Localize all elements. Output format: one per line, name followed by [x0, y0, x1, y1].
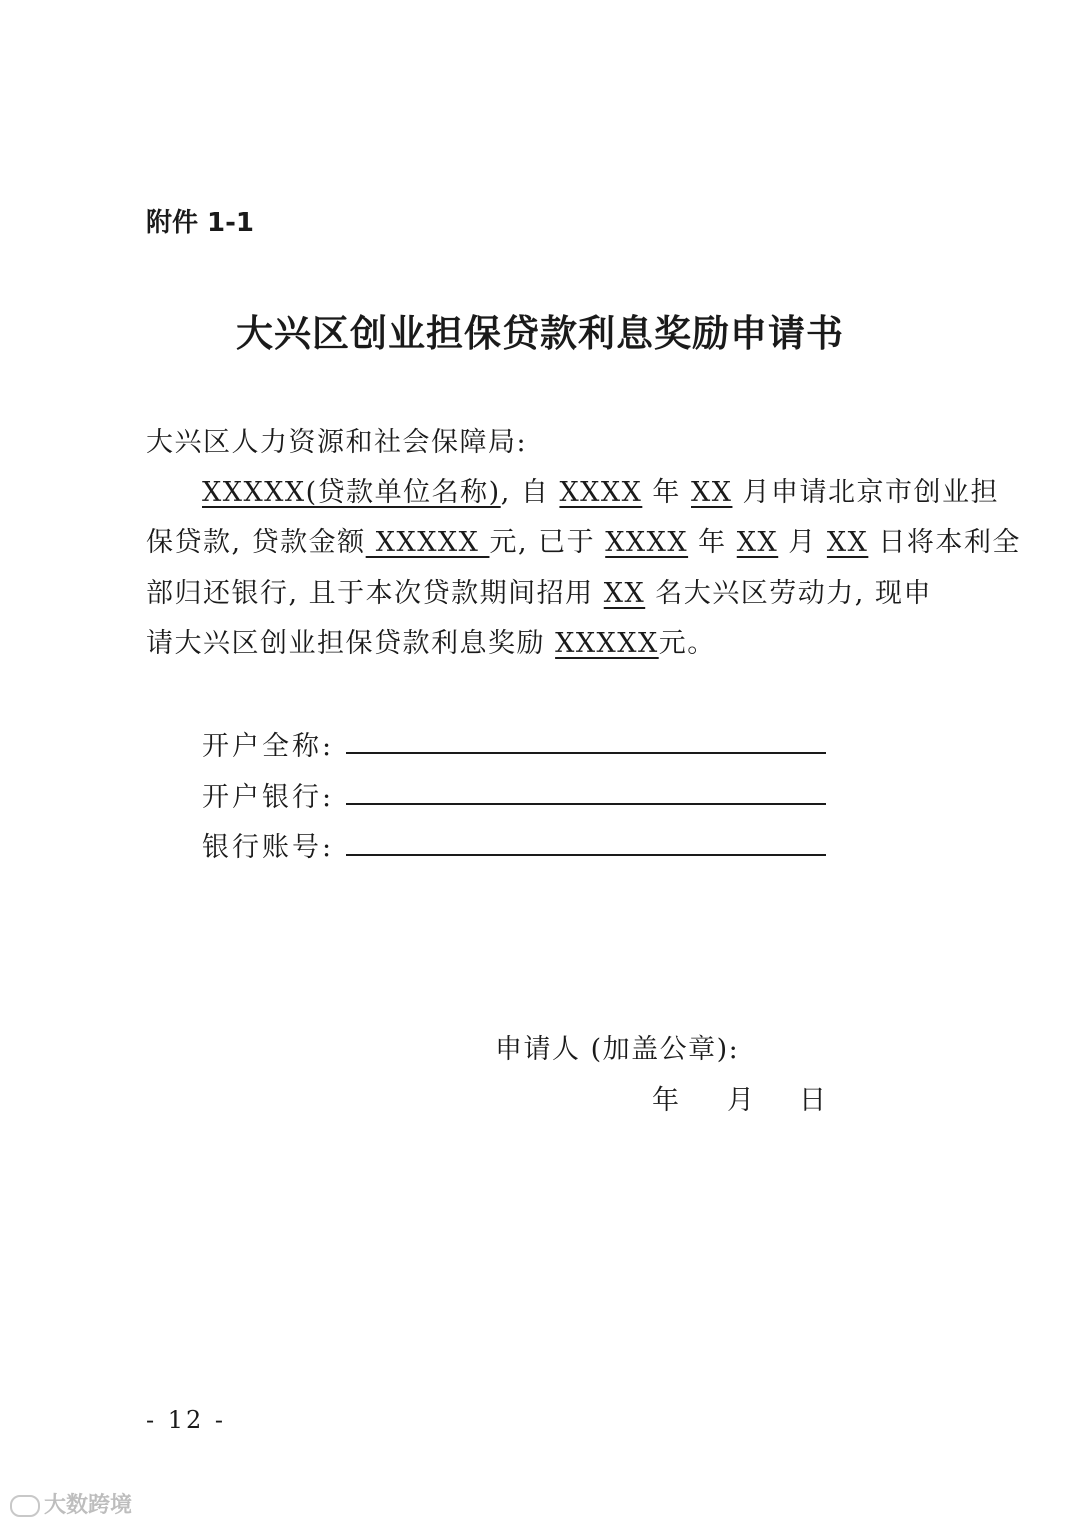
paragraph-line-2: 保贷款, 贷款金额 XXXXX 元, 已于 XXXX 年 XX 月 XX 日将本利全	[146, 527, 1021, 558]
loan-amount-blank: XXXXX	[365, 527, 490, 558]
watermark: 大数跨境	[10, 1488, 132, 1519]
date-day: 日	[799, 1085, 828, 1116]
apply-month-blank: XX	[691, 477, 733, 508]
date-month: 月	[727, 1085, 756, 1116]
repay-month-blank: XX	[736, 527, 779, 558]
paragraph-line-3: 部归还银行, 且于本次贷款期间招用 XX 名大兴区劳动力, 现申	[146, 578, 932, 609]
account-number-line[interactable]	[346, 854, 826, 856]
repay-year-blank: XXXX	[605, 527, 689, 558]
paragraph-line-4: 请大兴区创业担保贷款利息奖励 XXXXX元。	[146, 628, 716, 659]
attachment-label: 附件 1-1	[146, 208, 255, 238]
apply-year-blank: XXXX	[559, 477, 643, 508]
bank-line[interactable]	[346, 803, 826, 805]
date-year: 年	[652, 1085, 681, 1116]
applicant-label: 申请人 (加盖公章):	[495, 1034, 740, 1065]
paragraph-line-1: XXXXX(贷款单位名称), 自 XXXX 年 XX 月申请北京市创业担	[202, 477, 1000, 508]
account-name-line[interactable]	[346, 752, 826, 754]
watermark-logo-icon	[10, 1495, 40, 1517]
hired-count-blank: XX	[603, 578, 646, 609]
reward-amount-blank: XXXXX	[555, 628, 659, 659]
addressee: 大兴区人力资源和社会保障局:	[146, 427, 528, 458]
account-name-label: 开户全称:	[202, 731, 335, 762]
document-title: 大兴区创业担保贷款利息奖励申请书	[236, 311, 844, 355]
repay-day-blank: XX	[826, 527, 869, 558]
bank-label: 开户银行:	[202, 782, 335, 813]
loan-unit-name-blank: XXXXX(贷款单位名称)	[202, 477, 501, 508]
account-number-label: 银行账号:	[202, 832, 335, 863]
page-number: - 12 -	[146, 1406, 227, 1434]
